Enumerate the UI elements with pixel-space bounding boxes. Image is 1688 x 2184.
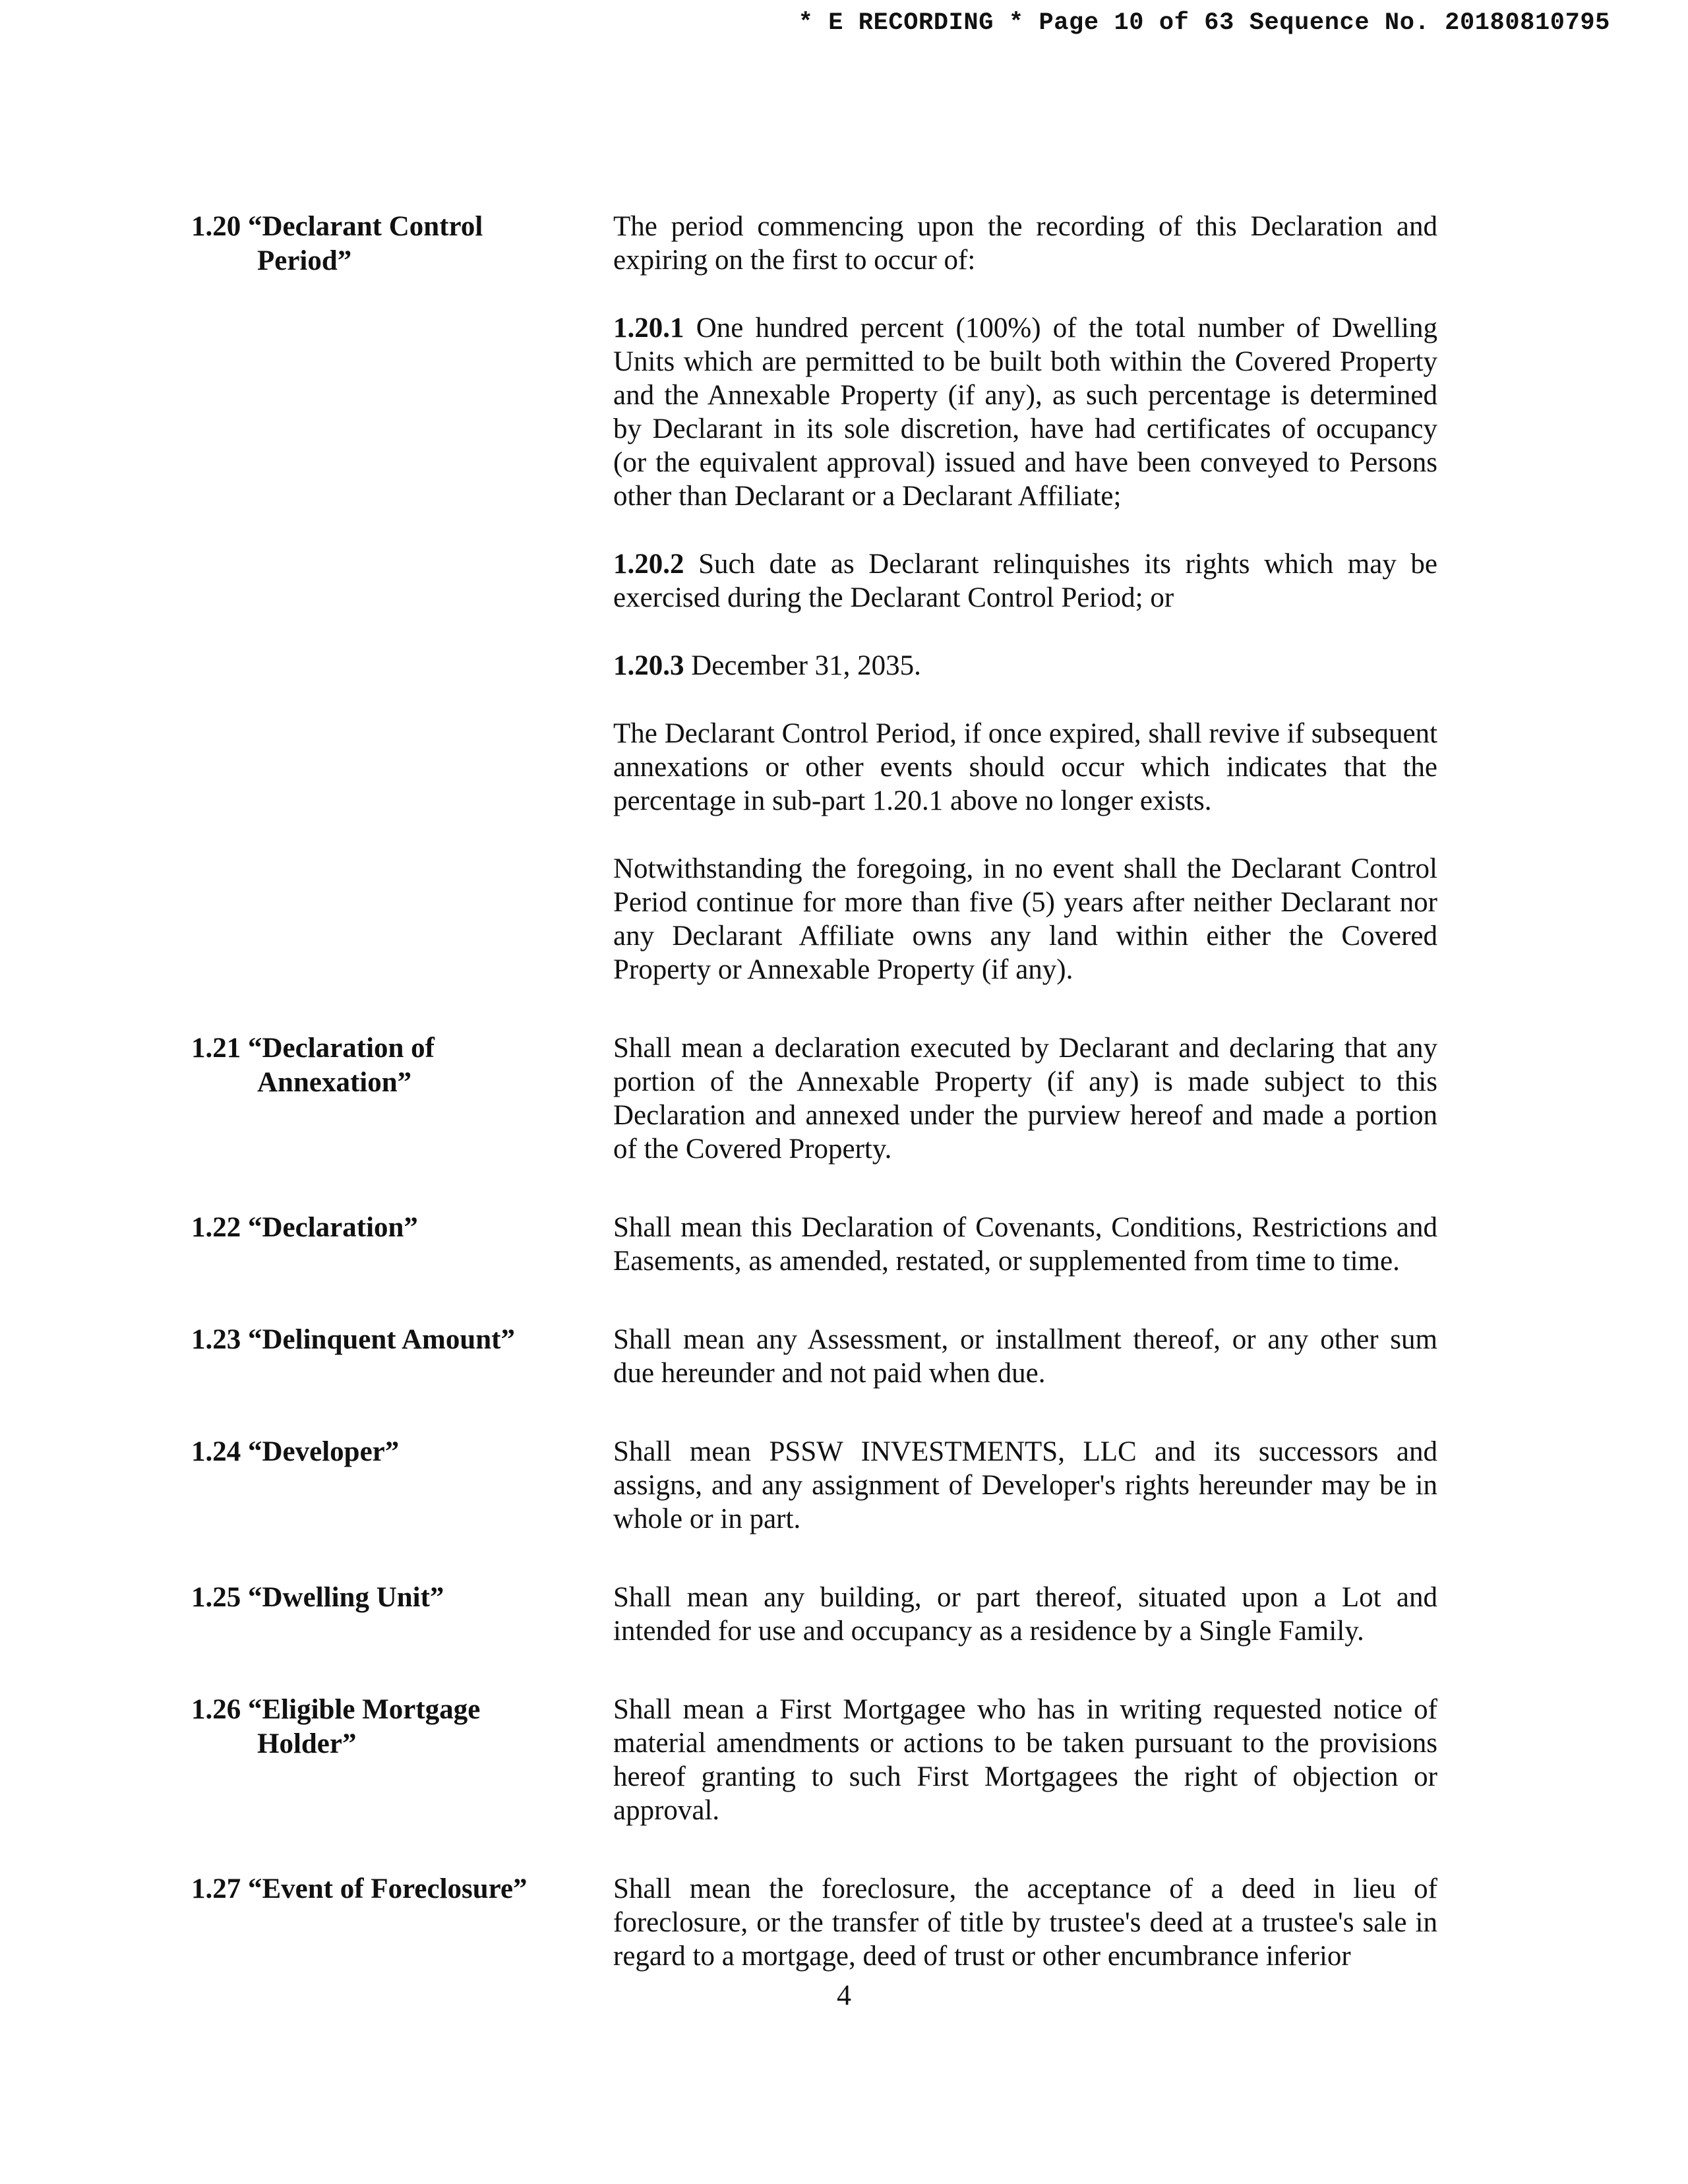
definition-1-26	[0, 1693, 1688, 1827]
definition-paragraph: Shall mean the foreclosure, the acceptance of a deed in lieu of foreclosure, or the transfer of title by trustee's deed at a trustee's sale in regard to a mortgage, deed of trust or other encumbrance inferior	[613, 1873, 1437, 1972]
definition-number: 1.24	[191, 1436, 241, 1467]
definition-term-line2: Holder”	[257, 1728, 357, 1759]
definition-term-line1: “Declaration of	[248, 1033, 435, 1064]
definition-paragraph: Shall mean any building, or part thereof, situated upon a Lot and intended for use and occupancy as a residence by a Single Family.	[613, 1582, 1437, 1647]
definition-term	[191, 1031, 560, 1100]
definition-paragraph: Shall mean this Declaration of Covenants, Conditions, Restrictions and Easements, as amended, restated, or supplemented from time to time.	[613, 1212, 1437, 1277]
sub-item-text: December 31, 2035.	[691, 650, 921, 681]
definition-number: 1.23	[191, 1324, 241, 1355]
definition-body	[613, 1323, 1437, 1390]
definition-1-25	[0, 1581, 1688, 1648]
definition-term	[191, 210, 560, 278]
definition-number: 1.21	[191, 1033, 241, 1064]
definitions-list	[0, 210, 1688, 2018]
definition-term	[191, 1581, 560, 1615]
definition-body	[613, 1031, 1437, 1166]
sub-item-1-20-2	[613, 547, 1437, 615]
definition-body	[613, 1435, 1437, 1536]
definition-body	[613, 1872, 1437, 1973]
definition-paragraph: The Declarant Control Period, if once expired, shall revive if subsequent annexations or other events should occur which indicates that the percentage in sub-part 1.20.1 above no longer exists.	[613, 718, 1437, 816]
sub-item-number: 1.20.2	[613, 549, 684, 580]
definition-term-line1: “Declaration”	[248, 1212, 418, 1243]
definition-term	[191, 1872, 560, 1906]
definition-term	[191, 1211, 560, 1245]
definition-1-27	[0, 1872, 1688, 1973]
sub-item-text: One hundred percent (100%) of the total number of Dwelling Units which are permitted to be built both within the Covered Property and the Annexable Property (if any), as such percentage is determined by Declarant in its sole discretion, have had certificates of occupancy (or the equivalent approval) issued and have been conveyed to Persons other than Declarant or a Declarant Affiliate;	[613, 313, 1437, 512]
definition-term	[191, 1435, 560, 1469]
definition-body	[613, 1693, 1437, 1827]
definition-paragraph: Shall mean a First Mortgagee who has in writing requested notice of material amendments or actions to be taken pursuant to the provisions hereof granting to such First Mortgagees the right of objection or approval.	[613, 1694, 1437, 1826]
definition-1-20	[0, 210, 1688, 986]
sub-item-number: 1.20.3	[613, 650, 684, 681]
definition-paragraph: Shall mean any Assessment, or installment thereof, or any other sum due hereunder and not paid when due.	[613, 1324, 1437, 1389]
definition-term-line1: “Delinquent Amount”	[248, 1324, 515, 1355]
definition-1-22	[0, 1211, 1688, 1278]
page-number: 4	[837, 1979, 851, 2011]
definition-body	[613, 210, 1437, 986]
definition-number: 1.22	[191, 1212, 241, 1243]
definition-term	[191, 1693, 560, 1761]
definition-1-21	[0, 1031, 1688, 1166]
sub-item-number: 1.20.1	[613, 313, 684, 344]
sub-item-1-20-1	[613, 311, 1437, 513]
definition-body	[613, 1211, 1437, 1278]
definition-number: 1.27	[191, 1873, 241, 1904]
definition-paragraph: The period commencing upon the recording of this Declaration and expiring on the first to occur of:	[613, 211, 1437, 276]
definition-number: 1.26	[191, 1694, 241, 1725]
definition-term	[191, 1323, 560, 1357]
definition-term-line2: Annexation”	[257, 1067, 412, 1098]
recording-header: * E RECORDING * Page 10 of 63 Sequence No. 20180810795	[798, 9, 1610, 37]
sub-item-text: Such date as Declarant relinquishes its rights which may be exercised during the Declarant Control Period; or	[613, 549, 1438, 613]
definition-number: 1.25	[191, 1582, 241, 1613]
definition-1-24	[0, 1435, 1688, 1536]
definition-paragraph: Shall mean PSSW INVESTMENTS, LLC and its successors and assigns, and any assignment of Developer's rights hereunder may be in whole or in part.	[613, 1436, 1437, 1534]
definition-paragraph: Notwithstanding the foregoing, in no event shall the Declarant Control Period continue for more than five (5) years after neither Declarant nor any Declarant Affiliate owns any land within either the Covered Property or Annexable Property (if any).	[613, 853, 1437, 985]
definition-term-line2: Period”	[257, 245, 352, 276]
sub-item-1-20-3	[613, 649, 1437, 682]
definition-body	[613, 1581, 1437, 1648]
definition-paragraph: Shall mean a declaration executed by Declarant and declaring that any portion of the Annexable Property (if any) is made subject to this Declaration and annexed under the purview hereof and made a portion of the Covered Property.	[613, 1033, 1437, 1165]
definition-term-line1: “Developer”	[248, 1436, 400, 1467]
definition-number: 1.20	[191, 211, 241, 242]
definition-term-line1: “Event of Foreclosure”	[248, 1873, 528, 1904]
definition-term-line1: “Dwelling Unit”	[248, 1582, 444, 1613]
definition-term-line1: “Declarant Control	[248, 211, 483, 242]
definition-term-line1: “Eligible Mortgage	[248, 1694, 481, 1725]
definition-1-23	[0, 1323, 1688, 1390]
